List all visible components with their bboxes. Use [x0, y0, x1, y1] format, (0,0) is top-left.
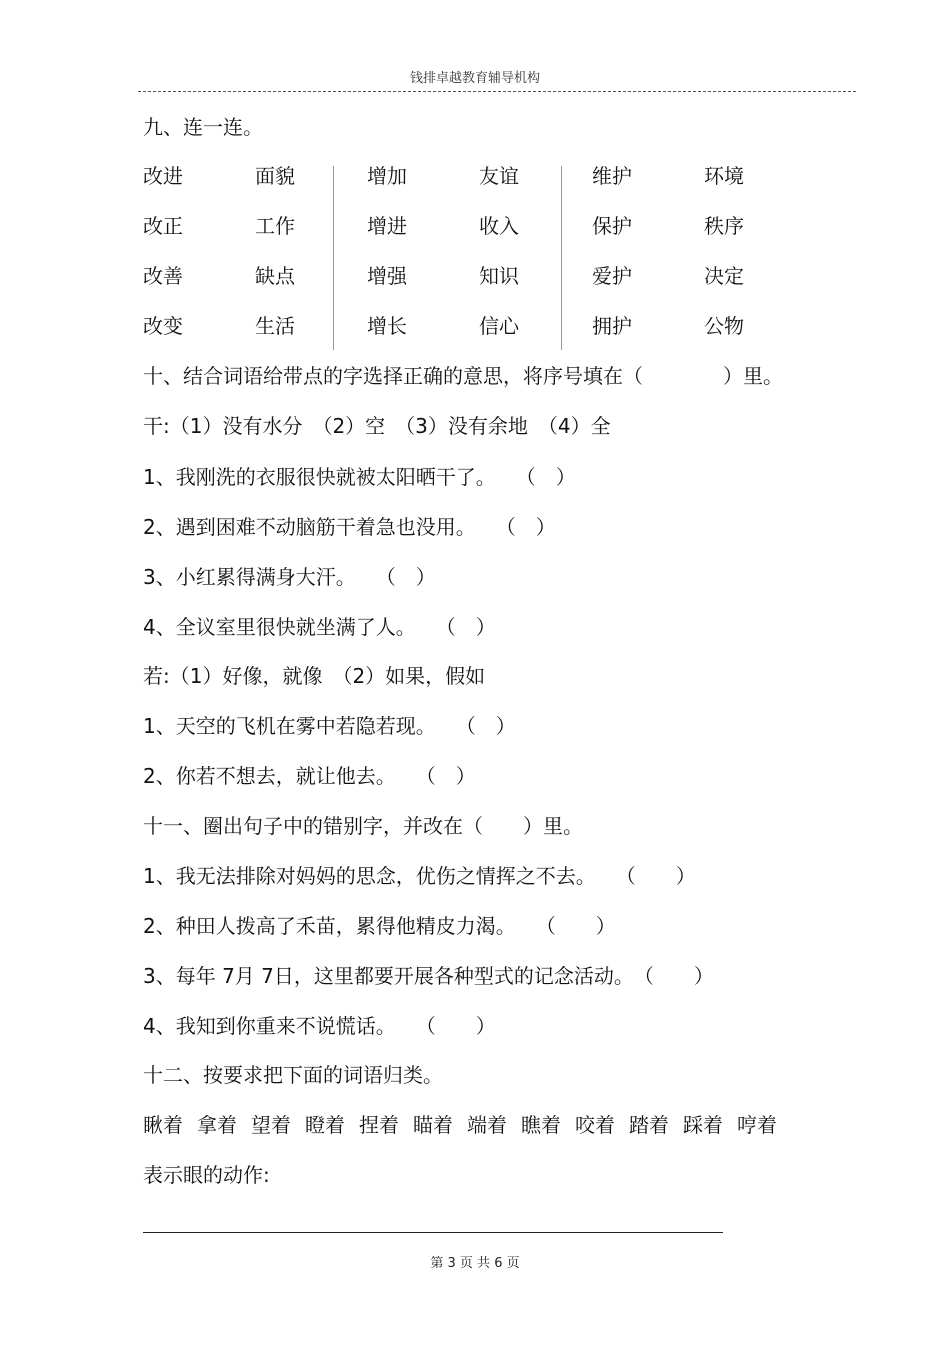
match-word: 拥护 — [592, 314, 632, 338]
match-word: 收入 — [479, 214, 519, 238]
question-item: 2、你若不想去，就让他去。 （ ） — [143, 764, 476, 788]
word: 望着 — [251, 1113, 291, 1137]
section-10-title: 十、结合词语给带点的字选择正确的意思，将序号填在（ ）里。 — [143, 364, 783, 388]
word: 拿着 — [197, 1113, 237, 1137]
question-item: 1、我无法排除对妈妈的思念，优伤之情挥之不去。 （ ） — [143, 864, 696, 888]
match-word: 知识 — [479, 264, 519, 288]
match-word: 增进 — [367, 214, 407, 238]
match-word: 改变 — [143, 314, 183, 338]
section-9-title: 九、连一连。 — [143, 115, 263, 139]
word: 踏着 — [629, 1113, 669, 1137]
word: 瞄着 — [413, 1113, 453, 1137]
match-word: 改正 — [143, 214, 183, 238]
question-item: 3、小红累得满身大汗。 （ ） — [143, 565, 436, 589]
matching-divider-1 — [333, 166, 334, 350]
word: 哼着 — [737, 1113, 777, 1137]
word: 踩着 — [683, 1113, 723, 1137]
word: 咬着 — [575, 1113, 615, 1137]
section-12-title: 十二、按要求把下面的词语归类。 — [143, 1063, 443, 1087]
word: 捏着 — [359, 1113, 399, 1137]
word: 瞅着 — [143, 1113, 183, 1137]
question-item: 1、我刚洗的衣服很快就被太阳晒干了。 （ ） — [143, 465, 576, 489]
question-item: 4、我知到你重来不说慌话。 （ ） — [143, 1014, 496, 1038]
section-11-title: 十一、圈出句子中的错别字，并改在（ ）里。 — [143, 814, 583, 838]
match-word: 秩序 — [704, 214, 744, 238]
question-item: 2、种田人拨高了禾苗，累得他精皮力渴。 （ ） — [143, 914, 616, 938]
question-item: 2、遇到困难不动脑筋干着急也没用。 （ ） — [143, 515, 556, 539]
match-word: 缺点 — [255, 264, 295, 288]
word: 瞪着 — [305, 1113, 345, 1137]
match-word: 改进 — [143, 164, 183, 188]
page-header: 钱排卓越教育辅导机构 — [409, 71, 540, 86]
gan-definitions: 干:（1）没有水分 （2）空 （3）没有余地 （4）全 — [143, 414, 611, 438]
ruo-definitions: 若:（1）好像，就像 （2）如果，假如 — [143, 664, 486, 688]
match-word: 改善 — [143, 264, 183, 288]
match-word: 环境 — [704, 164, 744, 188]
match-word: 增加 — [367, 164, 407, 188]
match-word: 爱护 — [592, 264, 632, 288]
match-word: 增强 — [367, 264, 407, 288]
word: 端着 — [467, 1113, 507, 1137]
match-word: 工作 — [255, 214, 295, 238]
question-item: 1、天空的飞机在雾中若隐若现。 （ ） — [143, 714, 516, 738]
match-word: 增长 — [367, 314, 407, 338]
question-item: 4、全议室里很快就坐满了人。 （ ） — [143, 615, 496, 639]
matching-divider-2 — [561, 166, 562, 350]
header-divider — [138, 91, 856, 92]
match-word: 决定 — [704, 264, 744, 288]
match-word: 生活 — [255, 314, 295, 338]
match-word: 信心 — [479, 314, 519, 338]
match-word: 友谊 — [479, 164, 519, 188]
answer-line — [143, 1232, 723, 1233]
match-word: 维护 — [592, 164, 632, 188]
word-list — [143, 1112, 791, 1138]
match-word: 面貌 — [255, 164, 295, 188]
question-item: 3、每年 7月 7日，这里都要开展各种型式的记念活动。 （ ） — [143, 964, 714, 988]
match-word: 公物 — [704, 314, 744, 338]
match-word: 保护 — [592, 214, 632, 238]
category-label: 表示眼的动作: — [143, 1163, 270, 1187]
page-footer: 第 3 页 共 6 页 — [430, 1256, 520, 1271]
word: 瞧着 — [521, 1113, 561, 1137]
